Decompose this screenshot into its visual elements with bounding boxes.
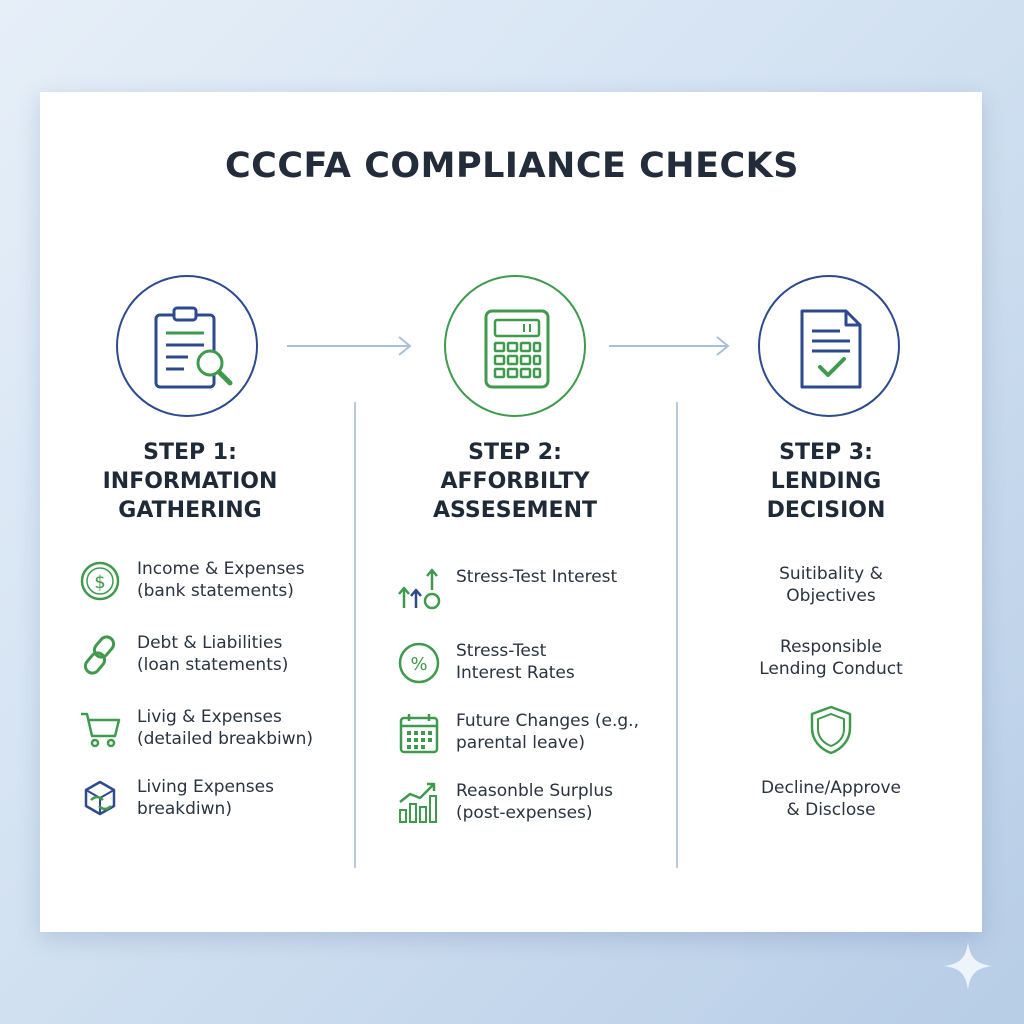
chain-link-icon (77, 632, 123, 678)
step3-icon-circle (758, 275, 900, 417)
step2-title-line3: ASSESEMENT (433, 498, 597, 523)
step1-item3-line1: Livig & Expenses (137, 707, 282, 727)
page-title: CCCFA COMPLIANCE CHECKS (224, 146, 800, 186)
flow-arrow-2 (607, 334, 733, 358)
step3-title-line1: STEP 3: (779, 440, 873, 465)
step3-item1-line2: Objectives (786, 586, 876, 606)
step3-item2-line1: Responsible (780, 637, 882, 657)
step2-item2-line2: Interest Rates (456, 663, 575, 683)
step1-item (77, 632, 288, 678)
step2-item (396, 566, 617, 612)
step1-item2-line2: (loan statements) (137, 655, 289, 675)
calculator-icon (446, 277, 588, 419)
step1-icon-circle (116, 275, 258, 417)
step2-icon-circle (444, 275, 586, 417)
step3-item2-line2: Lending Conduct (759, 659, 903, 679)
dollar-coin-icon (77, 558, 123, 604)
document-check-icon (760, 277, 902, 419)
svg-text:$: $ (94, 572, 106, 593)
step2-item (396, 780, 613, 826)
step2-item2-line1: Stress-Test (456, 641, 547, 661)
step3-title-line2: LENDING (770, 469, 882, 494)
step3-item (726, 563, 936, 607)
calendar-icon (396, 710, 442, 756)
shopping-cart-icon (77, 706, 123, 752)
step1-item4-line2: breakdiwn) (137, 799, 232, 819)
step2-item4-line1: Reasonble Surplus (456, 781, 614, 801)
flow-arrow-1 (285, 334, 415, 358)
step2-item1-line1: Stress-Test Interest (456, 567, 618, 587)
step2-title-line1: STEP 2: (468, 440, 562, 465)
step3-title (706, 438, 946, 525)
step2-title-line2: AFFORBILTY (440, 469, 590, 494)
step3-item4-line2: & Disclose (786, 800, 876, 820)
step1-title (70, 438, 310, 525)
step3-item4-line1: Decline/Approve (760, 778, 902, 798)
step3-item (726, 777, 936, 821)
step2-title (395, 438, 635, 525)
step2-item4-line2: (post-expenses) (456, 803, 593, 823)
step2-item3-line2: parental leave) (456, 733, 586, 753)
step1-item1-line1: Income & Expenses (137, 559, 305, 579)
step1-item3-line2: (detailed breakbiwn) (137, 729, 314, 749)
step1-item1-line2: (bank statements) (137, 581, 294, 601)
column-divider-1 (354, 402, 356, 868)
step1-item (77, 706, 313, 752)
step2-item (396, 640, 575, 686)
step1-item (77, 558, 305, 604)
bar-chart-icon (396, 780, 442, 826)
step1-title-line3: GATHERING (118, 498, 262, 523)
step1-title-line2: INFORMATION (102, 469, 278, 494)
cube-arrows-icon (77, 776, 123, 822)
step1-item2-line1: Debt & Liabilities (137, 633, 283, 653)
svg-text:%: % (410, 654, 428, 675)
step3-item1-line1: Suitibality & (779, 564, 883, 584)
step2-item (396, 710, 639, 756)
step1-title-line1: STEP 1: (143, 440, 237, 465)
step2-item3-line1: Future Changes (e.g., (456, 711, 639, 731)
clipboard-magnifier-icon (118, 277, 260, 419)
sparkle-icon (942, 940, 994, 992)
step3-item (726, 636, 936, 680)
step3-title-line3: DECISION (766, 498, 886, 523)
column-divider-2 (676, 402, 678, 868)
step1-item4-line1: Living Expenses (137, 777, 274, 797)
step1-item (77, 776, 274, 822)
shield-icon (808, 704, 854, 756)
percent-icon (396, 640, 442, 686)
arrows-up-icon (396, 566, 442, 612)
